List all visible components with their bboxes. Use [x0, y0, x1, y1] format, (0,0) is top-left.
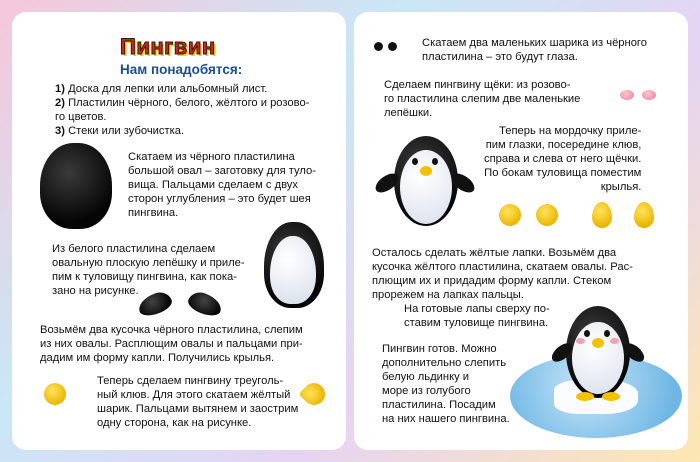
materials-item-2: 2) Пластилин чёрного, белого, жёлтого и розово- го цветов.	[55, 97, 310, 123]
penguin-assembled	[374, 128, 474, 228]
step-6-text: Сделаем пингвину щёки: из розово- го пластилина слепим две маленькие лепёшки.	[384, 79, 581, 119]
eye-ball-2	[388, 42, 397, 51]
black-body-oval	[40, 143, 112, 229]
yellow-drop-1	[592, 202, 612, 228]
cheek-1	[620, 90, 634, 100]
yellow-ball	[44, 383, 66, 405]
materials-item-3: 3) Стеки или зубочистка.	[55, 125, 185, 137]
materials-heading: Нам понадобятся:	[120, 62, 243, 77]
step-1-text: Скатаем из чёрного пластилина большой овал – заготовку для туло- вища. Пальцами сделаем с двух сторон углубления – это будет шея пингвина.	[128, 151, 316, 219]
step-9-text: На готовые лапы сверху по- ставим туловище пингвина.	[404, 303, 550, 329]
cheek-2	[642, 90, 656, 100]
step-7-text: Теперь на мордочку прилe- пим глазки, посередине клюв, справа и слева от него щёчки. По бокам туловища поместим крылья.	[484, 125, 642, 193]
yellow-drop-2	[634, 202, 654, 228]
penguin-on-ice	[510, 300, 682, 446]
step-4-text: Теперь сделаем пингвину треуголь- ный клюв. Для этого скатаем жёлтый шарик. Пальцами вытянем и заострим одну сторона, как на рисунке.	[97, 375, 299, 429]
step-5-text: Скатаем два маленьких шарика из чёрного пластилина – это будут глаза.	[422, 37, 647, 63]
step-2-text: Из белого пластилина сделаем овальную плоскую лепёшку и приле- пим к туловищу пингвина, как пока- зано на рисунке.	[52, 243, 245, 297]
step-10-text: Пингвин готов. Можно дополнительно слепить белую льдинку и море из голубого пластилина. Посадим на них нашего пингвина.	[382, 343, 510, 425]
eye-ball-1	[374, 42, 383, 51]
step-8-text: Осталось сделать жёлтые лапки. Возьмём два кусочка жёлтого пластилина, скатаем овалы. Рас- плющим их и придадим форму капли. Стеком прорежем на лапках пальцы.	[372, 247, 633, 301]
step-3-text: Возьмём два кусочка чёрного пластилина, слепим из них овалы. Расплющим овалы и пальцами при- дадим им форму капли. Получились крылья.	[40, 324, 303, 364]
white-belly	[270, 236, 316, 304]
materials-item-1: 1) Доска для лепки или альбомный лист.	[55, 83, 268, 95]
page-title: Пингвин	[120, 34, 216, 59]
yellow-ball-2	[536, 204, 558, 226]
yellow-ball-1	[499, 204, 521, 226]
